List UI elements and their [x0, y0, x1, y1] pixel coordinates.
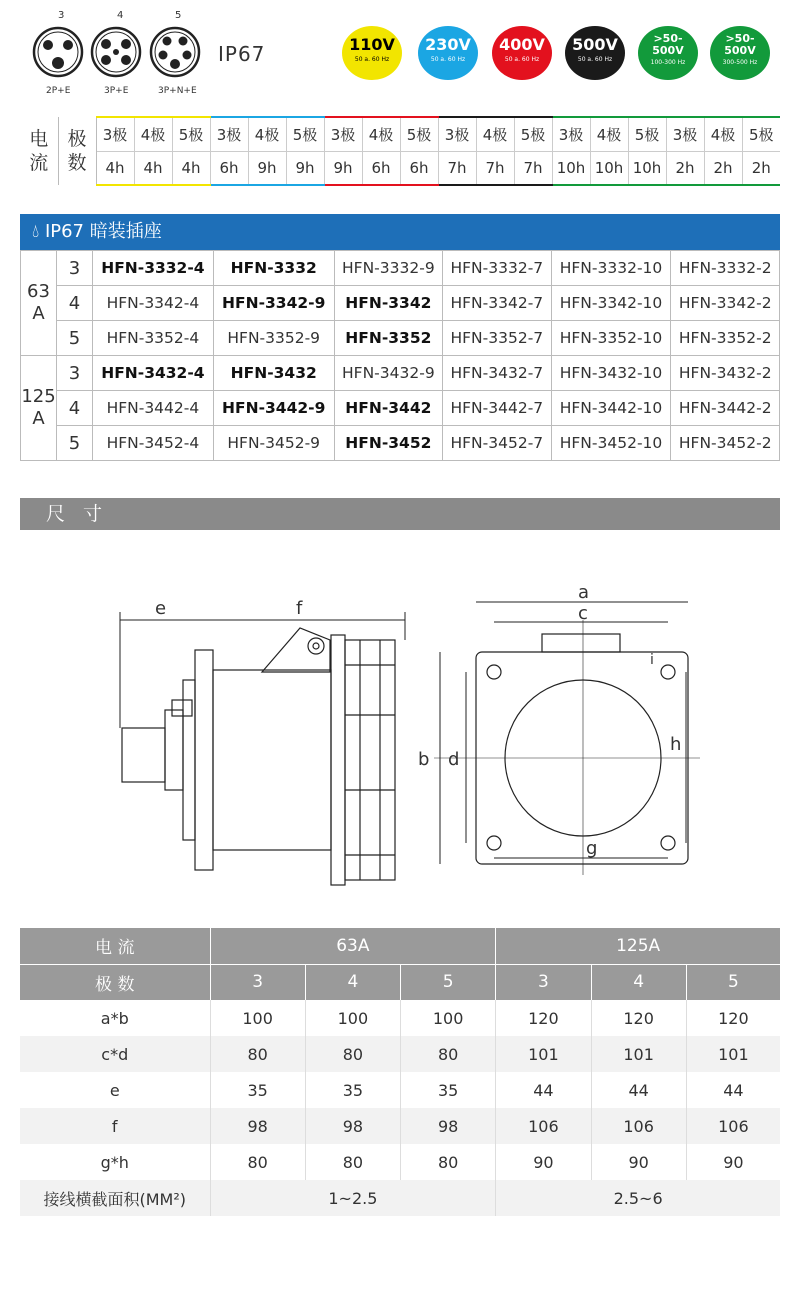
dim-value: 100	[305, 1000, 400, 1036]
pin-count-3: 3	[58, 10, 65, 21]
ip-rating-heading: IP67	[218, 42, 266, 66]
model-cell: HFN-3342-7	[443, 286, 551, 321]
dim-pole-3: 3	[496, 964, 591, 1000]
grid-pole-15: 3极	[666, 117, 704, 151]
dim-value: 120	[591, 1000, 686, 1036]
product-row	[21, 356, 780, 391]
model-cell: HFN-3452-4	[93, 426, 214, 461]
dimensions-title: 尺寸	[20, 498, 780, 530]
dim-value: 35	[210, 1072, 305, 1108]
dim-value: 100	[210, 1000, 305, 1036]
dim-value: 106	[591, 1108, 686, 1144]
voltage-badge-500: 500V 50 a. 60 Hz	[565, 26, 625, 80]
pin-count-5: 5	[175, 10, 182, 21]
dim-pole-2: 5	[401, 964, 496, 1000]
amp-cell-63: 63 A	[21, 251, 57, 356]
side-plug	[122, 728, 165, 782]
pole-cell: 3	[57, 251, 93, 286]
label-f: f	[296, 598, 303, 619]
model-cell: HFN-3432-10	[551, 356, 671, 391]
dimension-table	[20, 928, 780, 1216]
pin-count-4: 4	[117, 10, 124, 21]
model-cell: HFN-3342	[334, 286, 442, 321]
model-cell: HFN-3432-2	[671, 356, 780, 391]
dim-row	[20, 1036, 780, 1072]
label-h: h	[670, 734, 682, 755]
wire-label: 接线横截面积(MM²)	[20, 1180, 210, 1216]
amp-cell-125: 125 A	[21, 356, 57, 461]
model-cell: HFN-3352-2	[671, 321, 780, 356]
dim-value: 80	[401, 1036, 496, 1072]
dim-row	[20, 1108, 780, 1144]
model-cell: HFN-3342-10	[551, 286, 671, 321]
dim-row	[20, 1072, 780, 1108]
dim-value: 120	[686, 1000, 780, 1036]
model-cell: HFN-3352-10	[551, 321, 671, 356]
pin-layout-icons	[30, 24, 210, 80]
dim-row-label: f	[20, 1108, 210, 1144]
pole-cell: 5	[57, 321, 93, 356]
dim-pole-5: 5	[686, 964, 780, 1000]
grid-pole-6: 3极	[324, 117, 362, 151]
grid-hours-14: 10h	[628, 151, 666, 185]
dim-row-label: e	[20, 1072, 210, 1108]
pin-caption-5: 3P+N+E	[158, 86, 197, 96]
model-cell: HFN-3432-9	[334, 356, 442, 391]
pin-5-icon	[151, 28, 199, 76]
dim-value: 100	[401, 1000, 496, 1036]
grid-hours-16: 2h	[704, 151, 742, 185]
grid-pole-8: 5极	[400, 117, 438, 151]
dim-value: 98	[401, 1108, 496, 1144]
model-cell: HFN-3442-9	[213, 391, 334, 426]
dim-amp-63: 63A	[210, 928, 496, 964]
grid-current-label: 电 流	[20, 117, 58, 185]
product-table	[20, 250, 780, 461]
label-b: b	[418, 749, 430, 770]
pin-3-icon	[34, 28, 82, 76]
label-c: c	[578, 603, 588, 624]
model-cell: HFN-3452-7	[443, 426, 551, 461]
model-cell: HFN-3442-2	[671, 391, 780, 426]
model-cell: HFN-3452	[334, 426, 442, 461]
product-row	[21, 251, 780, 286]
grid-pole-9: 3极	[438, 117, 476, 151]
model-cell: HFN-3442-4	[93, 391, 214, 426]
grid-pole-4: 4极	[248, 117, 286, 151]
voltage-badge-50-500-high: >50-500V 300-500 Hz	[710, 26, 770, 80]
grid-hours-12: 10h	[552, 151, 590, 185]
dim-pole-4: 4	[591, 964, 686, 1000]
grid-pole-7: 4极	[362, 117, 400, 151]
dim-value: 120	[496, 1000, 591, 1036]
model-cell: HFN-3432-7	[443, 356, 551, 391]
voltage-badge-400: 400V 50 a. 60 Hz	[492, 26, 552, 80]
dim-value: 44	[496, 1072, 591, 1108]
dim-value: 80	[305, 1144, 400, 1180]
model-cell: HFN-3432	[213, 356, 334, 391]
grid-pole-1: 4极	[134, 117, 172, 151]
grid-pole-5: 5极	[286, 117, 324, 151]
voltage-badge-50-500-low: >50-500V 100-300 Hz	[638, 26, 698, 80]
side-body	[213, 670, 331, 850]
grid-hours-15: 2h	[666, 151, 704, 185]
dim-value: 80	[401, 1144, 496, 1180]
dim-row-label: c*d	[20, 1036, 210, 1072]
pin-4-icon	[92, 28, 140, 76]
grid-hours-17: 2h	[742, 151, 780, 185]
dim-pole-1: 4	[305, 964, 400, 1000]
dim-pole-0: 3	[210, 964, 305, 1000]
wire-63: 1~2.5	[210, 1180, 496, 1216]
grid-pole-0: 3极	[96, 117, 134, 151]
duration-grid	[20, 116, 780, 186]
dim-value: 35	[401, 1072, 496, 1108]
dim-value: 90	[591, 1144, 686, 1180]
voltage-badge-230: 230V 50 a. 60 Hz	[418, 26, 478, 80]
model-cell: HFN-3332-10	[551, 251, 671, 286]
model-cell: HFN-3352	[334, 321, 442, 356]
dim-row	[20, 1144, 780, 1180]
model-cell: HFN-3432-4	[93, 356, 214, 391]
model-cell: HFN-3352-7	[443, 321, 551, 356]
model-cell: HFN-3342-2	[671, 286, 780, 321]
dim-value: 101	[591, 1036, 686, 1072]
dim-row	[20, 1000, 780, 1036]
dim-poles-label: 极 数	[20, 964, 210, 1000]
model-cell: HFN-3332-7	[443, 251, 551, 286]
side-plate	[331, 635, 345, 885]
product-title-text: IP67 暗装插座	[44, 221, 162, 242]
model-cell: HFN-3442-7	[443, 391, 551, 426]
label-a: a	[578, 582, 590, 603]
dim-row-label: a*b	[20, 1000, 210, 1036]
model-cell: HFN-3332-9	[334, 251, 442, 286]
dim-value: 98	[305, 1108, 400, 1144]
pole-cell: 3	[57, 356, 93, 391]
grid-pole-12: 3极	[552, 117, 590, 151]
grid-hours-0: 4h	[96, 151, 134, 185]
water-drop-icon: 💧︎	[32, 221, 40, 242]
model-cell: HFN-3452-2	[671, 426, 780, 461]
dim-value: 106	[496, 1108, 591, 1144]
grid-hours-9: 7h	[438, 151, 476, 185]
grid-hours-11: 7h	[514, 151, 552, 185]
dim-value: 101	[496, 1036, 591, 1072]
grid-pole-16: 4极	[704, 117, 742, 151]
grid-hours-7: 6h	[362, 151, 400, 185]
side-flange-back	[195, 650, 213, 870]
grid-pole-2: 5极	[172, 117, 210, 151]
dim-value: 35	[305, 1072, 400, 1108]
dim-amp-125: 125A	[496, 928, 780, 964]
dim-value: 98	[210, 1108, 305, 1144]
model-cell: HFN-3342-9	[213, 286, 334, 321]
grid-poles-label: 极 数	[58, 117, 96, 185]
label-i: i	[650, 652, 654, 668]
model-cell: HFN-3342-4	[93, 286, 214, 321]
grid-pole-3: 3极	[210, 117, 248, 151]
product-row	[21, 286, 780, 321]
model-cell: HFN-3352-9	[213, 321, 334, 356]
grid-hours-8: 6h	[400, 151, 438, 185]
dim-value: 44	[591, 1072, 686, 1108]
dim-value: 106	[686, 1108, 780, 1144]
pin-caption-4: 3P+E	[104, 86, 129, 96]
grid-pole-13: 4极	[590, 117, 628, 151]
grid-pole-10: 4极	[476, 117, 514, 151]
dim-current-label: 电 流	[20, 928, 210, 964]
dim-value: 80	[210, 1144, 305, 1180]
grid-hours-3: 6h	[210, 151, 248, 185]
grid-hours-13: 10h	[590, 151, 628, 185]
dim-value: 44	[686, 1072, 780, 1108]
model-cell: HFN-3332-4	[93, 251, 214, 286]
grid-hours-5: 9h	[286, 151, 324, 185]
dim-value: 80	[305, 1036, 400, 1072]
model-cell: HFN-3352-4	[93, 321, 214, 356]
label-g: g	[586, 838, 598, 859]
pole-cell: 5	[57, 426, 93, 461]
model-cell: HFN-3452-10	[551, 426, 671, 461]
voltage-badge-110: 110V 50 a. 60 Hz	[342, 26, 402, 80]
pole-cell: 4	[57, 391, 93, 426]
product-section-title	[20, 214, 780, 250]
model-cell: HFN-3332-2	[671, 251, 780, 286]
side-hinge	[262, 628, 330, 672]
model-cell: HFN-3442	[334, 391, 442, 426]
model-cell: HFN-3332	[213, 251, 334, 286]
grid-hours-4: 9h	[248, 151, 286, 185]
label-e: e	[155, 598, 167, 619]
grid-hours-1: 4h	[134, 151, 172, 185]
model-cell: HFN-3452-9	[213, 426, 334, 461]
label-d: d	[448, 749, 460, 770]
dim-row-label: g*h	[20, 1144, 210, 1180]
dim-value: 90	[686, 1144, 780, 1180]
product-row	[21, 391, 780, 426]
grid-pole-14: 5极	[628, 117, 666, 151]
grid-pole-17: 5极	[742, 117, 780, 151]
grid-hours-6: 9h	[324, 151, 362, 185]
dim-value: 101	[686, 1036, 780, 1072]
pin-caption-3: 2P+E	[46, 86, 71, 96]
model-cell: HFN-3442-10	[551, 391, 671, 426]
wire-125: 2.5~6	[496, 1180, 780, 1216]
grid-hours-10: 7h	[476, 151, 514, 185]
dim-value: 90	[496, 1144, 591, 1180]
dimension-drawing	[0, 540, 800, 920]
pole-cell: 4	[57, 286, 93, 321]
grid-hours-2: 4h	[172, 151, 210, 185]
grid-pole-11: 5极	[514, 117, 552, 151]
dim-value: 80	[210, 1036, 305, 1072]
product-row	[21, 321, 780, 356]
product-row	[21, 426, 780, 461]
